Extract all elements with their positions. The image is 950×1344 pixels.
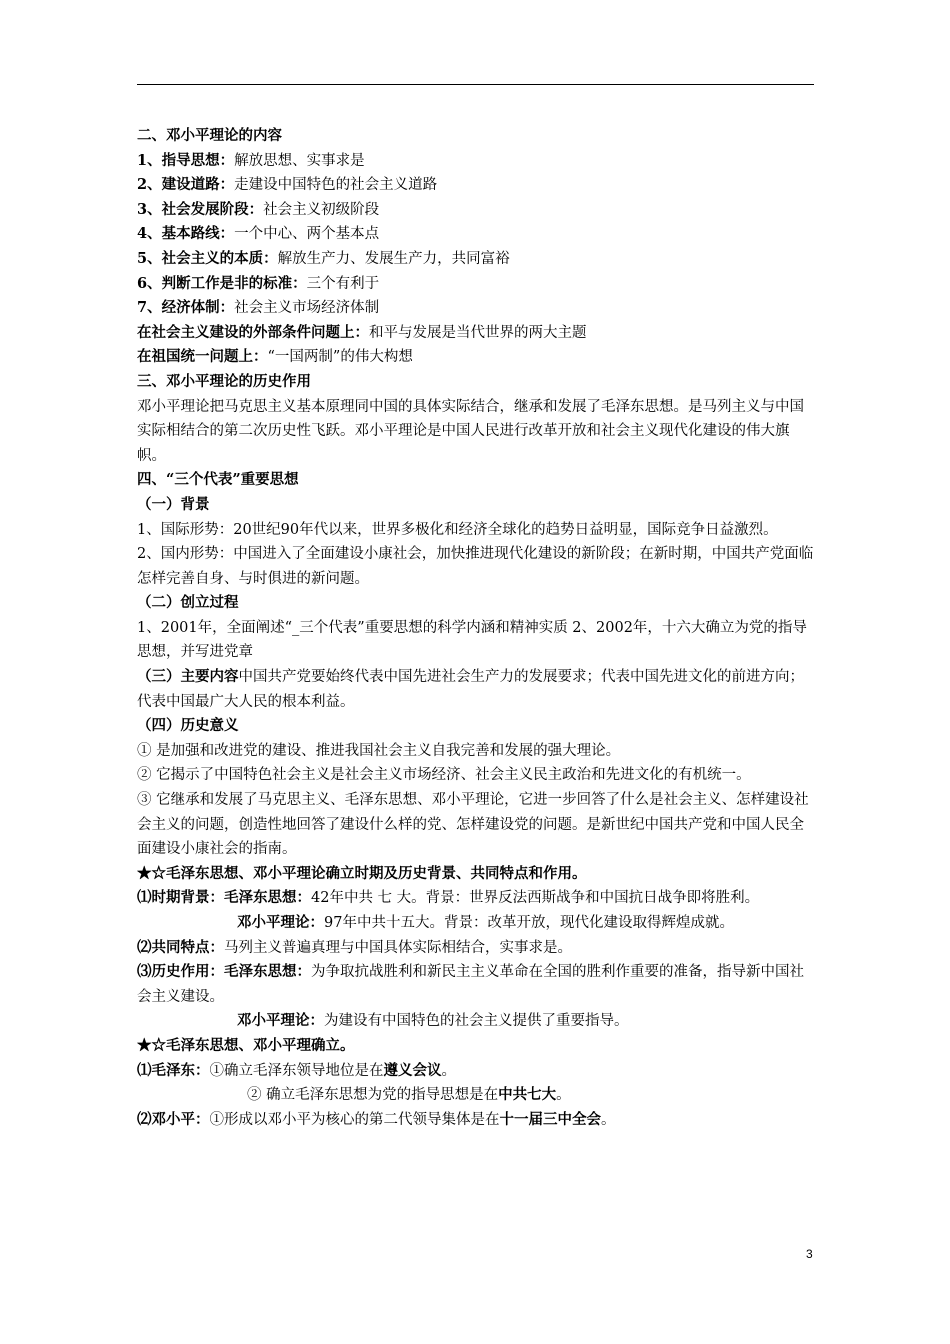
list-item: ⑴毛泽东：①确立毛泽东领导地位是在遵义会议。 [137, 1061, 456, 1079]
paragraph: 2、国内形势：中国进入了全面建设小康社会，加快推进现代化建设的新阶段；在新时期，中国共产党面临怎样完善自身、与时俱进的新问题。 [137, 546, 814, 587]
subsection-heading: （一）背景 [137, 495, 210, 513]
paragraph: ② 它揭示了中国特色社会主义是社会主义市场经济、社会主义民主政治和先进文化的有机统一。 [137, 767, 751, 784]
section-heading: ★☆毛泽东思想、邓小平理确立。 [137, 1036, 355, 1054]
paragraph: 邓小平理论把马克思主义基本原理同中国的具体实际结合，继承和发展了毛泽东思想。是马列主义与中国实际相结合的第二次历史性飞跃。邓小平理论是中国人民进行改革开放和社会主义现代化建设的伟大旗帜。 [137, 398, 804, 464]
paragraph: ③ 它继承和发展了马克思主义、毛泽东思想、邓小平理论，它进一步回答了什么是社会主义、怎样建设社会主义的问题，创造性地回答了建设什么样的党、怎样建设党的问题。是新世纪中国共产党和中国人民全面建设小康社会的指南。 [137, 792, 809, 858]
paragraph: （三）主要内容中国共产党要始终代表中国先进社会生产力的发展要求；代表中国先进文化的前进方向；代表中国最广大人民的根本利益。 [137, 668, 804, 710]
paragraph: 邓小平理论：为建设有中国特色的社会主义提供了重要指导。 [237, 1012, 629, 1030]
list-item: 3、社会发展阶段：社会主义初级阶段 [137, 200, 380, 218]
list-item: ⑵邓小平：①形成以邓小平为核心的第二代领导集体是在十一届三中全会。 [137, 1110, 616, 1128]
paragraph: 1、2001年，全面阐述“_三个代表”重要思想的科学内涵和精神实质 2、2002年，十六大确立为党的指导思想，并写进党章 [137, 619, 807, 661]
document-body [137, 124, 814, 1132]
list-item: 2、建设道路：走建设中国特色的社会主义道路 [137, 176, 438, 194]
paragraph: ⑴时期背景：毛泽东思想：42年中共 七 大。背景：世界反法西斯战争和中国抗日战争即将胜利。 [137, 889, 760, 907]
list-item: 6、判断工作是非的标准：三个有利于 [137, 274, 380, 292]
section-heading: ★☆毛泽东思想、邓小平理论确立时期及历史背景、共同特点和作用。 [137, 864, 587, 882]
list-item: 1、指导思想：解放思想、实事求是 [137, 151, 365, 169]
list-item: ② 确立毛泽东思想为党的指导思想是在中共七大。 [247, 1086, 571, 1104]
list-item: 在社会主义建设的外部条件问题上：和平与发展是当代世界的两大主题 [137, 323, 587, 341]
paragraph: 1、国际形势：20世纪90年代以来，世界多极化和经济全球化的趋势日益明显，国际竞争日益激烈。 [137, 521, 778, 538]
section-heading: 四、“三个代表”重要思想 [137, 471, 299, 489]
paragraph: ⑵共同特点：马列主义普遍真理与中国具体实际相结合，实事求是。 [137, 938, 572, 956]
subsection-heading: （四）历史意义 [137, 717, 239, 735]
header-rule [137, 84, 814, 85]
paragraph: ① 是加强和改进党的建设、推进我国社会主义自我完善和发展的强大理论。 [137, 742, 621, 759]
section-heading: 二、邓小平理论的内容 [137, 127, 282, 144]
paragraph: 邓小平理论：97年中共十五大。背景：改革开放，现代化建设取得辉煌成就。 [237, 914, 734, 931]
list-item: 7、经济体制：社会主义市场经济体制 [137, 299, 380, 317]
list-item: 5、社会主义的本质：解放生产力、发展生产力，共同富裕 [137, 249, 510, 267]
list-item: 4、基本路线：一个中心、两个基本点 [137, 225, 380, 243]
section-heading: 三、邓小平理论的历史作用 [137, 372, 311, 390]
paragraph: ⑶历史作用：毛泽东思想：为争取抗战胜利和新民主主义革命在全国的胜利作重要的准备，指导新中国社会主义建设。 [137, 963, 804, 1005]
subsection-heading: （三）主要内容 [137, 668, 239, 686]
subsection-heading: （二）创立过程 [137, 594, 239, 612]
list-item: 在祖国统一问题上：“一国两制”的伟大构想 [137, 348, 413, 366]
page-number: 3 [806, 1247, 813, 1261]
